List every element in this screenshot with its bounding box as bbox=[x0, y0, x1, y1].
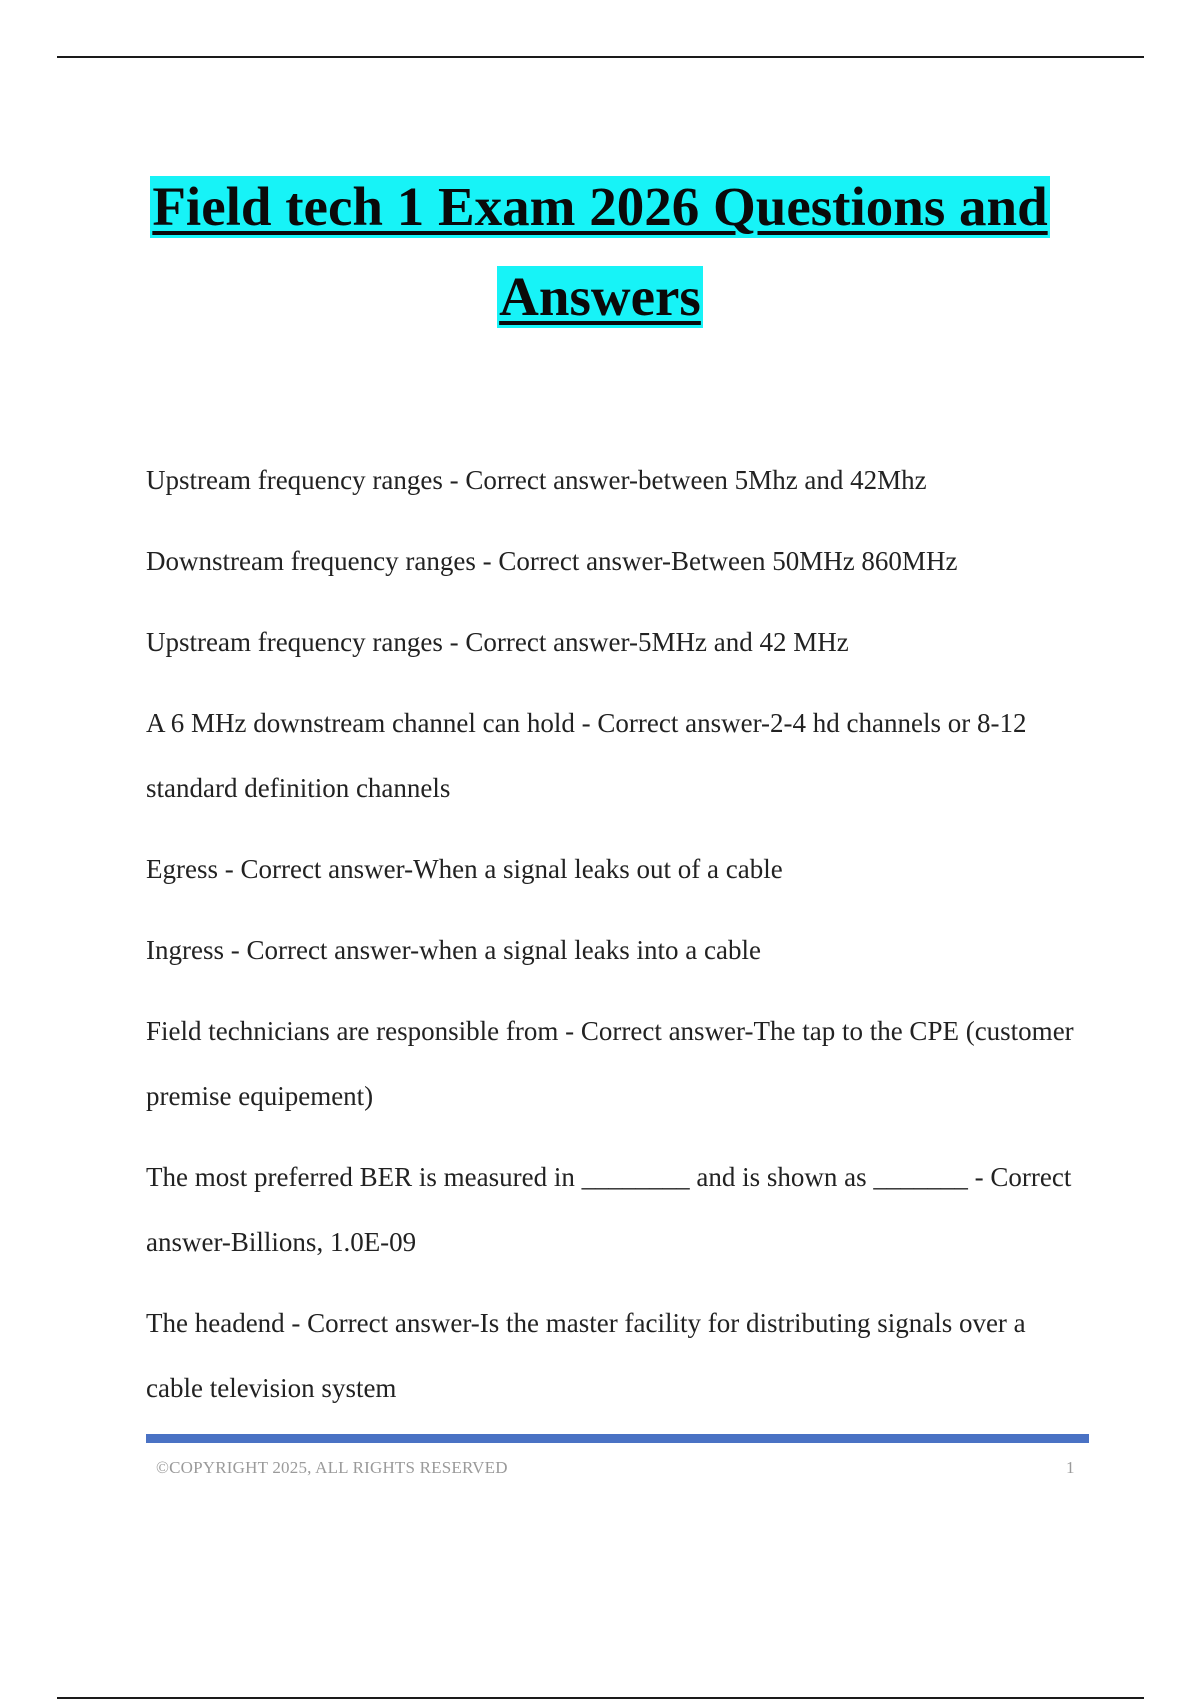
title-line-1: Field tech 1 Exam 2026 Questions and bbox=[152, 176, 1048, 237]
qa-item: The headend - Correct answer-Is the master facility for distributing signals over a cable television system bbox=[146, 1308, 1026, 1403]
footer-copyright: ©COPYRIGHT 2025, ALL RIGHTS RESERVED bbox=[156, 1458, 508, 1477]
qa-item: Egress - Correct answer-When a signal leaks out of a cable bbox=[146, 854, 783, 884]
document-title bbox=[0, 176, 1200, 328]
title-line-2: Answers bbox=[499, 266, 701, 327]
qa-item: Upstream frequency ranges - Correct answer-5MHz and 42 MHz bbox=[146, 627, 849, 657]
qa-list bbox=[146, 448, 1086, 1437]
page-number: 1 bbox=[1066, 1458, 1075, 1477]
qa-item: Field technicians are responsible from - Correct answer-The tap to the CPE (customer premise equipement) bbox=[146, 1016, 1074, 1111]
qa-item: Upstream frequency ranges - Correct answer-between 5Mhz and 42Mhz bbox=[146, 465, 927, 495]
top-rule bbox=[57, 56, 1144, 58]
qa-item: Ingress - Correct answer-when a signal leaks into a cable bbox=[146, 935, 761, 965]
qa-item: A 6 MHz downstream channel can hold - Correct answer-2-4 hd channels or 8-12 standard definition channels bbox=[146, 708, 1027, 803]
qa-item: Downstream frequency ranges - Correct answer-Between 50MHz 860MHz bbox=[146, 546, 958, 576]
qa-item: The most preferred BER is measured in ________ and is shown as _______ - Correct answer-Billions, 1.0E-09 bbox=[146, 1162, 1072, 1257]
footer-divider-bar bbox=[146, 1434, 1089, 1443]
bottom-rule bbox=[57, 1697, 1144, 1699]
